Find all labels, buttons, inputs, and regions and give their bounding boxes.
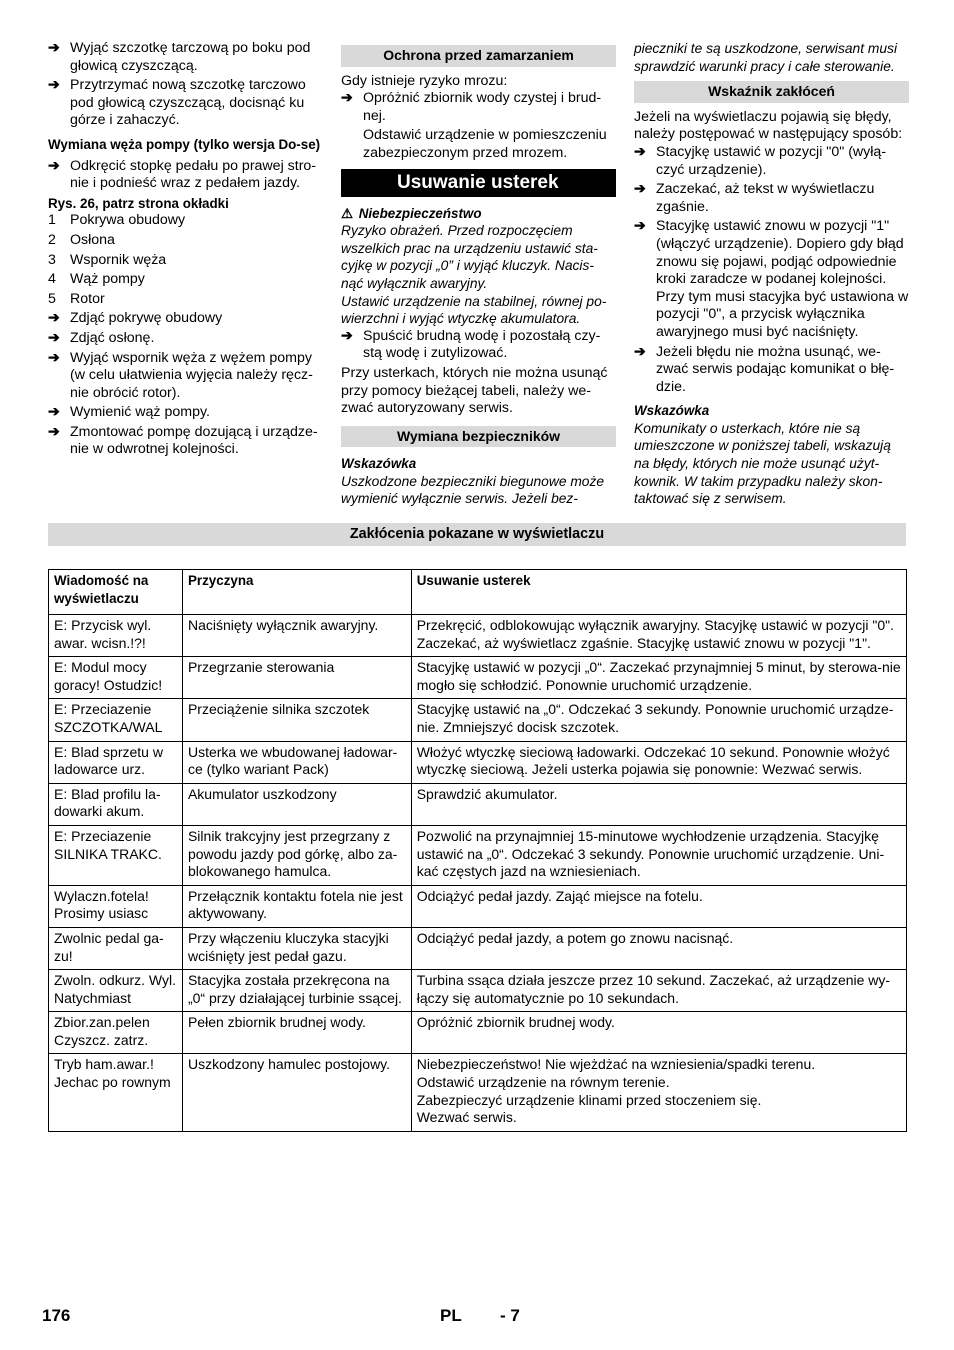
message-cell: Zwolnic pedal ga-zu! xyxy=(49,927,183,969)
instruction-item: ➔ Jeżeli błędu nie można usunąć, we-zwać serwis podając komunikat o błę-dzie. xyxy=(634,343,895,395)
page-number: 176 xyxy=(42,1306,71,1325)
part-item: 5 Rotor xyxy=(48,290,105,307)
danger-label: ⚠ Niebezpieczeństwo xyxy=(341,205,482,221)
arrow-icon: ➔ xyxy=(48,77,60,94)
header-cell: Przyczyna xyxy=(182,570,411,615)
section-number: - 7 xyxy=(500,1306,520,1325)
arrow-icon: ➔ xyxy=(634,143,646,160)
part-item: 4 Wąż pompy xyxy=(48,271,145,288)
frost-text: Odstawić urządzenie w pomieszczeniu zabezpieczonym przed mrozem. xyxy=(363,127,607,161)
arrow-icon: ➔ xyxy=(48,423,60,440)
table-row xyxy=(49,1012,907,1054)
message-cell: E: Przeciazenie SILNIKA TRAKC. xyxy=(49,825,183,885)
cause-cell: Uszkodzony hamulec postojowy. xyxy=(182,1054,411,1131)
cause-cell: Akumulator uszkodzony xyxy=(182,783,411,825)
cause-cell: Przełącznik kontaktu fotela nie jest aktywowany. xyxy=(182,885,411,927)
note-label: Wskazówka xyxy=(634,403,710,419)
message-cell: E: Blad sprzetu w ladowarce urz. xyxy=(49,741,183,783)
figure-reference: Rys. 26, patrz strona okładki xyxy=(48,195,229,211)
instruction-item: ➔ Zmontować pompę dozującą i urządze-nie w odwrotnej kolejności. xyxy=(48,423,318,458)
table-row xyxy=(49,657,907,699)
arrow-icon: ➔ xyxy=(341,327,353,344)
table-row xyxy=(49,699,907,741)
arrow-icon: ➔ xyxy=(48,310,60,327)
instruction-item: ➔ Zdjąć pokrywę obudowy xyxy=(48,310,223,327)
message-cell: Zwoln. odkurz. Wyl. Natychmiast xyxy=(49,970,183,1012)
arrow-icon: ➔ xyxy=(341,90,353,107)
part-item: 3 Wspornik węża xyxy=(48,251,167,268)
message-cell: Tryb ham.awar.! Jechac po rownym xyxy=(49,1054,183,1131)
header-cell: Usuwanie usterek xyxy=(411,570,906,615)
arrow-icon: ➔ xyxy=(48,157,60,174)
cause-cell: Przegrzanie sterowania xyxy=(182,657,411,699)
instruction-item: ➔ Stacyjkę ustawić znowu w pozycji "1" (włączyć urządzenie). Dopiero gdy błąd znowu się pojawi, podjąć odpowiednie kroki zaradcze w podanej kolejności. xyxy=(634,218,904,288)
message-cell: E: Przeciazenie SZCZOTKA/WAL xyxy=(49,699,183,741)
table-row xyxy=(49,885,907,927)
warning-icon: ⚠ xyxy=(341,205,354,221)
header-cell: Wiadomość na wyświetlaczu xyxy=(49,570,183,615)
part-item: 1 Pokrywa obudowy xyxy=(48,212,186,229)
error-indicator-heading: Wskaźnik zakłóceń xyxy=(634,81,909,103)
error-table xyxy=(48,569,907,1132)
arrow-icon: ➔ xyxy=(48,40,60,56)
message-cell: E: Blad profilu la-dowarki akum. xyxy=(49,783,183,825)
column-2 xyxy=(341,40,616,508)
cause-cell: Stacyjka została przekręcona na „0“ przy działającej turbinie ssącej. xyxy=(182,970,411,1012)
cause-cell: Przeciążenie silnika szczotek xyxy=(182,699,411,741)
message-cell: Zbior.zan.pelen Czyszcz. zatrz. xyxy=(49,1012,183,1054)
remedy-cell: Odciążyć pedał jazdy. Zająć miejsce na fotelu. xyxy=(411,885,906,927)
frost-intro: Gdy istnieje ryzyko mrozu: xyxy=(341,72,508,89)
remedy-cell: Odciążyć pedał jazdy, a potem go znowu nacisnąć. xyxy=(411,927,906,969)
arrow-icon: ➔ xyxy=(48,329,60,346)
arrow-icon: ➔ xyxy=(634,218,646,235)
pump-hose-heading: Wymiana węża pompy (tylko wersja Do-se) xyxy=(48,136,321,152)
fuse-note: Uszkodzone bezpieczniki biegunowe może wymienić wyłącznie serwis. Jeżeli bez- xyxy=(341,473,605,507)
message-cell: E: Przycisk wyl. awar. wcisn.!?! xyxy=(49,615,183,657)
remedy-cell: Stacyjkę ustawić w pozycji „0“. Zaczekać przynajmniej 5 minut, by sterowa-nie mogło się schłodzić. Ponownie uruchomić urządzenie. xyxy=(411,657,906,699)
remedy-cell: Niebezpieczeństwo! Nie wjeżdżać na wzniesienia/spadki terenu. Odstawić urządzenie na równym terenie. Zabezpieczyć urządzenie klinami przed stoczeniem się. Wezwać serwis. xyxy=(411,1054,906,1131)
danger-text: Ryzyko obrażeń. Przed rozpoczęciem wszelkich prac na urządzeniu ustawić sta-cyjkę w pozycji „0” i wyjąć kluczyk. Nacis-nąć wyłącznik awaryjny. xyxy=(341,223,598,291)
frost-protection-heading: Ochrona przed zamarzaniem xyxy=(341,45,616,67)
cause-cell: Pełen zbiornik brudnej wody. xyxy=(182,1012,411,1054)
cause-cell: Przy włączeniu kluczyka stacyjki wciśnięty jest pedał gazu. xyxy=(182,927,411,969)
table-row xyxy=(49,783,907,825)
cause-cell: Usterka we wbudowanej ładowar-ce (tylko wariant Pack) xyxy=(182,741,411,783)
fuse-note-continued: pieczniki te są uszkodzone, serwisant musi sprawdzić warunki pracy i całe sterowanie. xyxy=(634,41,898,74)
remedy-cell: Pozwolić na przynajmniej 15-minutowe wychłodzenie urządzenia. Stacyjkę ustawić na „0“. Odczekać 3 sekundy. Ponownie uruchomić urządzenie. Uni-kać częstych jazd na wzniesieniach. xyxy=(411,825,906,885)
instruction-item: ➔ Stacyjkę ustawić w pozycji "0" (wyłą-czyć urządzenie). xyxy=(634,143,887,178)
message-cell: Wylaczn.fotela! Prosimy usiasc xyxy=(49,885,183,927)
remedy-cell: Przekręcić, odblokowując wyłącznik awaryjny. Stacyjkę ustawić w pozycji "0". Zaczekać, aż wyświetlacz zgaśnie. Stacyjkę ustawić znowu w pozycji "1". xyxy=(411,615,906,657)
indicator-intro: Jeżeli na wyświetlaczu pojawią się błędy, należy postępować w następujący sposób: xyxy=(634,108,903,143)
remedy-cell: Stacyjkę ustawić na „0“. Odczekać 3 sekundy. Ponownie uruchomić urządze-nie. Zmniejszyć docisk szczotek. xyxy=(411,699,906,741)
table-row xyxy=(49,741,907,783)
arrow-icon: ➔ xyxy=(48,404,60,421)
remedy-cell: Opróżnić zbiornik brudnej wody. xyxy=(411,1012,906,1054)
note-label: Wskazówka xyxy=(341,456,417,472)
arrow-icon: ➔ xyxy=(634,181,646,198)
table-header-row xyxy=(49,570,907,615)
instruction-item: ➔ Wymienić wąż pompy. xyxy=(48,404,210,421)
table-row xyxy=(49,825,907,885)
instruction-item: ➔ Wyjąć szczotkę tarczową po boku pod głowicą czyszczącą. xyxy=(48,40,311,74)
switch-note: Przy tym musi stacyjka być ustawiona w pozycji "0", a przycisk wyłącznika awaryjnego musi być naciśnięty. xyxy=(656,288,909,340)
service-text: Przy usterkach, których nie można usunąć przy pomocy bieżącej tabeli, należy we-zwać autoryzowany serwis. xyxy=(341,364,608,417)
instruction-item: ➔ Spuścić brudną wodę i pozostałą czy-stą wodę i zutylizować. xyxy=(341,327,601,362)
column-3 xyxy=(634,40,909,508)
instruction-item: ➔ Wyjąć wspornik węża z wężem pompy (w celu ułatwienia wyjęcia należy ręcz-nie obrócić rotor). xyxy=(48,349,313,401)
remedy-cell: Włożyć wtyczkę sieciową ładowarki. Odczekać 10 sekund. Ponownie włożyć wtyczkę sieciową. Jeżeli usterka pojawia się ponownie: Wezwać serwis. xyxy=(411,741,906,783)
troubleshooting-heading: Usuwanie usterek xyxy=(341,169,616,197)
part-item: 2 Osłona xyxy=(48,231,115,248)
remedy-cell: Turbina ssąca działa jeszcze przez 10 sekund. Zaczekać, aż urządzenie wy-łączy się automatycznie po 10 sekundach. xyxy=(411,970,906,1012)
cause-cell: Silnik trakcyjny jest przegrzany z powodu jazdy pod górkę, albo za-blokowanego hamulca. xyxy=(182,825,411,885)
danger-text: Ustawić urządzenie na stabilnej, równej po-wierzchni i wyjąć wtyczkę akumulatora. xyxy=(341,293,607,327)
table-row xyxy=(49,927,907,969)
instruction-item: ➔ Odkręcić stopkę pedału po prawej stro-nie i podnieść wraz z pedałem jazdy. xyxy=(48,157,317,192)
fuse-heading: Wymiana bezpieczników xyxy=(341,426,616,448)
language-code: PL xyxy=(440,1306,462,1325)
instruction-item: ➔ Zaczekać, aż tekst w wyświetlaczu zgaśnie. xyxy=(634,181,875,215)
remedy-cell: Sprawdzić akumulator. xyxy=(411,783,906,825)
table-row xyxy=(49,615,907,657)
arrow-icon: ➔ xyxy=(48,349,60,366)
instruction-item: ➔ Opróżnić zbiornik wody czystej i brud-nej. xyxy=(341,90,602,124)
instruction-item: ➔ Przytrzymać nową szczotkę tarczowo pod głowicą czyszczącą, docisnąć ku górze i zahaczyć. xyxy=(48,77,306,129)
column-1 xyxy=(48,40,324,461)
table-title: Zakłócenia pokazane w wyświetlaczu xyxy=(48,523,906,546)
instruction-item: ➔ Zdjąć osłonę. xyxy=(48,329,155,346)
table-row xyxy=(49,1054,907,1131)
message-cell: E: Modul mocy goracy! Ostudzic! xyxy=(49,657,183,699)
note-text: Komunikaty o usterkach, które nie są umieszczone w poniższej tabeli, wskazują na błędy, których nie może usunąć użyt-kownik. W takim przypadku należy skon-taktować się z serwisem. xyxy=(634,420,891,507)
arrow-icon: ➔ xyxy=(634,343,646,360)
cause-cell: Naciśnięty wyłącznik awaryjny. xyxy=(182,615,411,657)
table-row xyxy=(49,970,907,1012)
